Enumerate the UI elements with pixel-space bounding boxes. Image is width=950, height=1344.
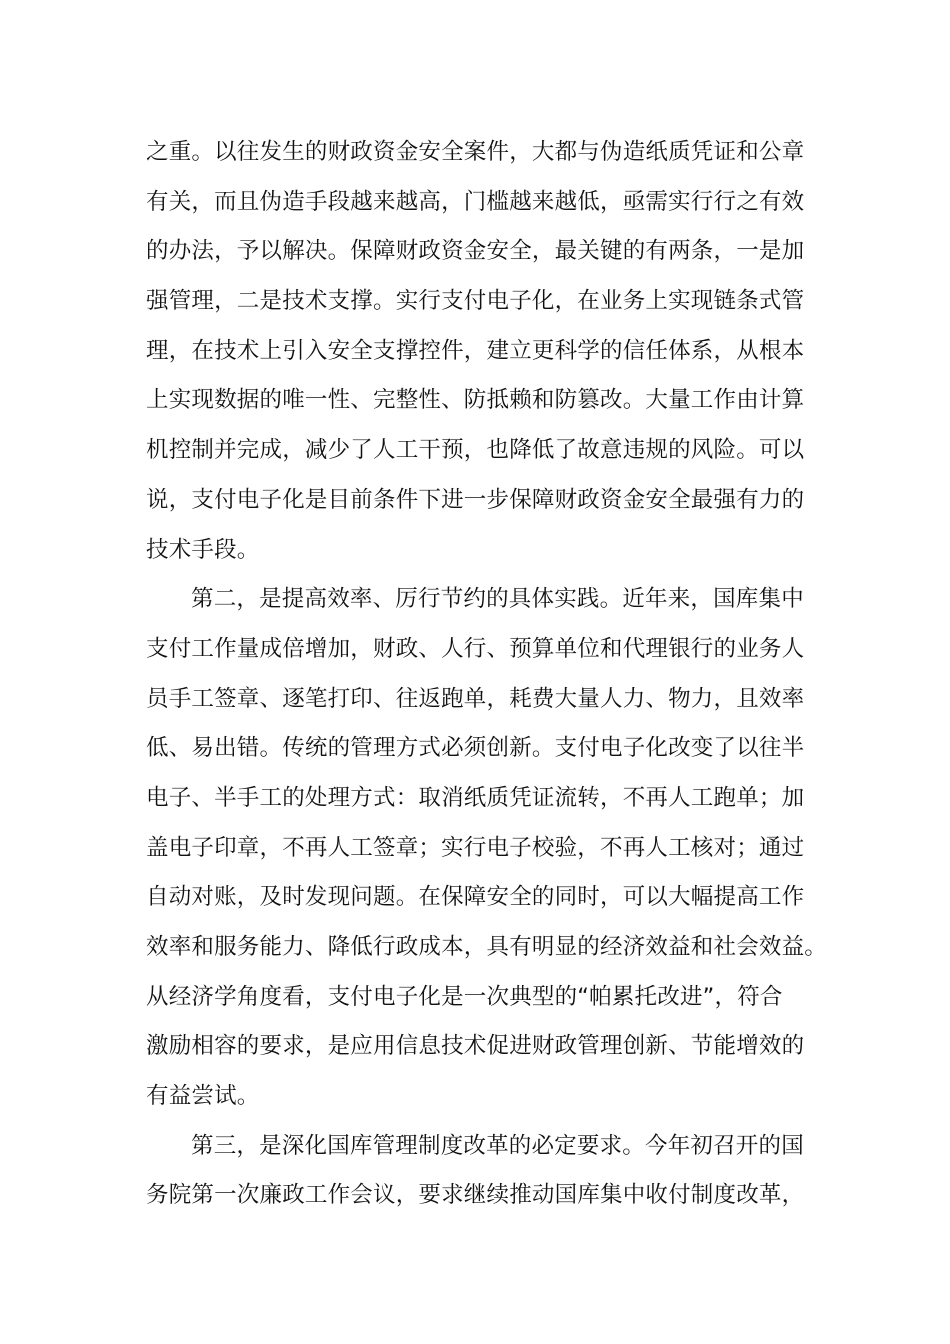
text-line: 机控制并完成，减少了人工干预，也降低了故意违规的风险。可以 — [146, 437, 805, 464]
text-line: 有益尝试。 — [146, 1083, 260, 1110]
paragraph-start-line: 第二，是提高效率、厉行节约的具体实践。近年来，国库集中 — [191, 586, 804, 613]
paragraph-start-line: 第三，是深化国库管理制度改革的必定要求。今年初召开的国 — [191, 1132, 804, 1159]
text-line: 强管理，二是技术支撑。实行支付电子化，在业务上实现链条式管 — [146, 288, 805, 315]
text-line: 的办法，予以解决。保障财政资金安全，最关键的有两条，一是加 — [146, 238, 805, 265]
text-line: 上实现数据的唯一性、完整性、防抵赖和防篡改。大量工作由计算 — [146, 387, 805, 414]
text-line: 低、易出错。传统的管理方式必须创新。支付电子化改变了以往半 — [146, 735, 805, 762]
text-line: 有关，而且伪造手段越来越高，门槛越来越低，亟需实行行之有效 — [146, 188, 805, 215]
text-line: 支付工作量成倍增加，财政、人行、预算单位和代理银行的业务人 — [146, 635, 805, 662]
text-line: 说，支付电子化是目前条件下进一步保障财政资金安全最强有力的 — [146, 486, 805, 513]
text-line: 自动对账，及时发现问题。在保障安全的同时，可以大幅提高工作 — [146, 884, 805, 911]
body-text — [146, 128, 826, 1221]
text-line: 从经济学角度看，支付电子化是一次典型的“帕累托改进”，符合 — [146, 983, 783, 1010]
text-line: 盖电子印章，不再人工签章；实行电子校验，不再人工核对；通过 — [146, 834, 805, 861]
text-line: 电子、半手工的处理方式：取消纸质凭证流转，不再人工跑单；加 — [146, 784, 805, 811]
text-line: 技术手段。 — [146, 536, 260, 563]
text-line: 务院第一次廉政工作会议，要求继续推动国库集中收付制度改革， — [146, 1182, 805, 1209]
text-line: 之重。以往发生的财政资金安全案件，大都与伪造纸质凭证和公章 — [146, 139, 805, 165]
text-line: 效率和服务能力、降低行政成本，具有明显的经济效益和社会效益。 — [146, 934, 828, 960]
text-line: 激励相容的要求，是应用信息技术促进财政管理创新、节能增效的 — [146, 1033, 805, 1060]
text-line: 员手工签章、逐笔打印、往返跑单，耗费大量人力、物力，且效率 — [146, 685, 805, 712]
text-line: 理，在技术上引入安全支撑控件，建立更科学的信任体系，从根本 — [146, 337, 805, 364]
